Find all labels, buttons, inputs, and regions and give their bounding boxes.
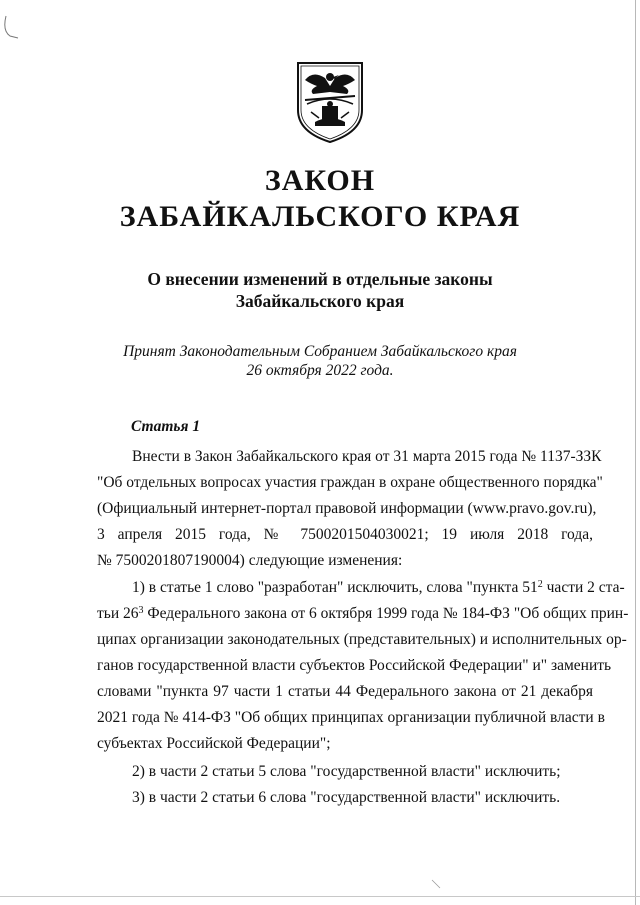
law-subtitle-line2: Забайкальского края [235, 291, 405, 311]
body-line: "Об отдельных вопросах участия граждан в охране общественного порядка" [97, 474, 603, 491]
page-edge-right [635, 0, 636, 905]
item-2-line: 2) в части 2 статьи 5 слова "государственной власти" исключить; [132, 763, 561, 780]
body-line: № 7500201807190004) следующие изменения: [97, 552, 403, 569]
body-line: 3 апреля 2015 года, № 7500201504030021; 19 июля 2018 года, [97, 526, 593, 543]
article-title: Статья 1 [131, 418, 201, 435]
item-1-line: ципах организации законодательных (представительных) и исполнительных ор- [97, 631, 627, 648]
law-heading: ЗАКОН [264, 164, 376, 197]
item-1-line: 1) в статье 1 слово "разработан" исключить, слова "пункта $51^2$ части 2 ста- [132, 579, 625, 596]
item-3-line: 3) в части 2 статьи 6 слова "государственной власти" исключить. [132, 789, 561, 806]
adoption-date: 26 октября 2022 года. [246, 362, 394, 379]
law-subtitle-line1: О внесении изменений в отдельные законы [147, 269, 493, 289]
item-1-line: словами "пункта 97 части 1 статьи 44 Федерального закона от 21 декабря [97, 683, 593, 700]
page-edge-bottom [0, 896, 640, 897]
scan-mark-icon [2, 14, 20, 40]
adoption-note-line1: Принят Законодательным Собранием Забайкальского края [123, 343, 517, 360]
body-line: Внести в Закон Забайкальского края от 31 марта 2015 года № 1137-ЗЗК [132, 448, 602, 465]
region-heading: ЗАБАЙКАЛЬСКОГО КРАЯ [119, 200, 521, 233]
coat-of-arms-icon [295, 60, 365, 144]
item-1-line: субъектах Российской Федерации"; [97, 735, 331, 752]
item-1-line: тьи $26^3$ Федерального закона от 6 октября 1999 года № 184-ФЗ "Об общих прин- [97, 605, 629, 622]
item-1-line: ганов государственной власти субъектов Российской Федерации" и" заменить [97, 657, 612, 674]
body-line: (Официальный интернет-портал правовой информации (www.pravo.gov.ru), [97, 500, 597, 517]
item-1-line: 2021 года № 414-ФЗ "Об общих принципах организации публичной власти в [97, 709, 605, 726]
scan-speck-icon [430, 878, 444, 892]
